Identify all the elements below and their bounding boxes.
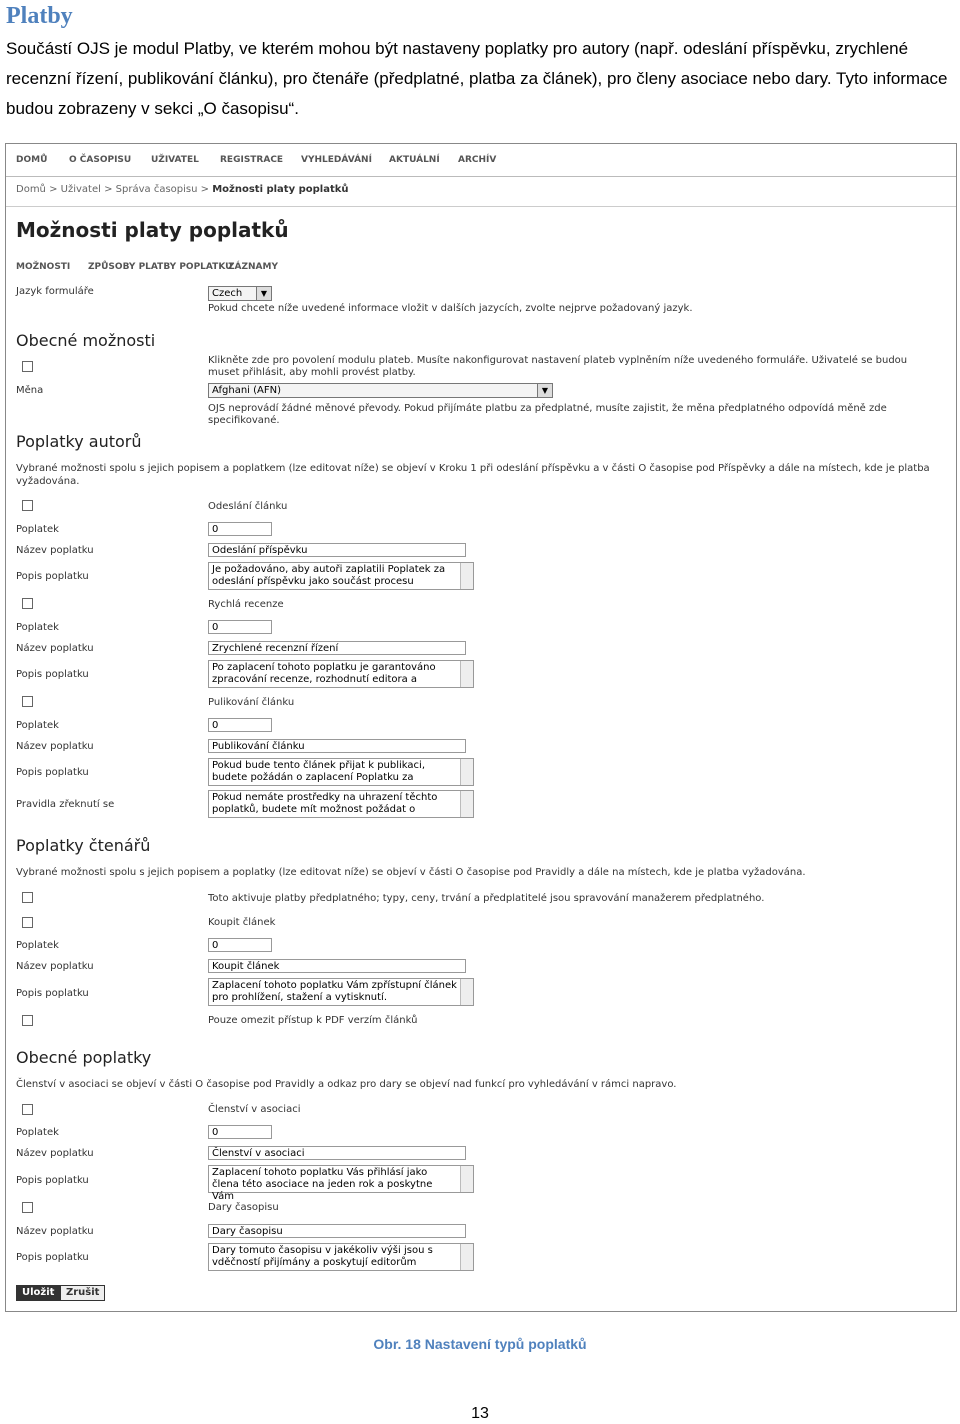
purchase-article-name[interactable]: Koupit článek [208, 959, 466, 973]
top-navigation [6, 144, 956, 177]
donations-description[interactable] [208, 1243, 474, 1271]
fast-track-name[interactable]: Zrychlené recenzní řízení [208, 641, 466, 655]
currency-select[interactable] [208, 383, 553, 398]
pdf-only-label: Pouze omezit přístup k PDF verzím článků [208, 1015, 418, 1026]
subscription-checkbox[interactable] [22, 892, 33, 903]
fee-name-label: Název poplatku [16, 1148, 94, 1159]
breadcrumb [16, 184, 349, 195]
scrollbar[interactable] [460, 563, 473, 589]
divider [6, 206, 956, 207]
form-language-select[interactable] [208, 286, 272, 301]
nav-current[interactable]: AKTUÁLNÍ [389, 155, 440, 165]
nav-about[interactable]: O ČASOPISU [69, 155, 132, 165]
section-author-fees-title: Poplatky autorů [16, 432, 142, 451]
page-number: 13 [471, 1405, 489, 1422]
donations-checkbox[interactable] [22, 1202, 33, 1213]
membership-checkbox[interactable] [22, 1104, 33, 1115]
crumb-sep: > [45, 184, 61, 195]
tab-options[interactable]: MOŽNOSTI [16, 262, 71, 272]
form-language-value: Czech [212, 288, 243, 299]
submission-fee-description[interactable] [208, 562, 474, 590]
tab-records[interactable]: ZÁZNAMY [228, 262, 278, 272]
currency-label: Měna [16, 385, 44, 396]
fast-track-checkbox[interactable] [22, 598, 33, 609]
fee-name-label: Název poplatku [16, 741, 94, 752]
chevron-down-icon: ▼ [537, 384, 552, 397]
submission-fee-checkbox[interactable] [22, 500, 33, 511]
fee-label: Poplatek [16, 940, 59, 951]
fee-name-label: Název poplatku [16, 643, 94, 654]
nav-search[interactable]: VYHLEDÁVÁNÍ [301, 155, 372, 165]
membership-amount[interactable]: 0 [208, 1125, 272, 1139]
textarea-text: Je požadováno, aby autoři zaplatili Poplatek za odeslání příspěvku jako součást procesu [212, 564, 446, 587]
publication-fee-description[interactable] [208, 758, 474, 786]
reader-fees-description: Vybrané možnosti spolu s jejich popisem a poplatky (lze editovat níže) se objeví v části O časopise pod Pravidly a dále na místech, kde je platba vyžadována. [16, 867, 806, 878]
currency-value: Afghani (AFN) [212, 385, 281, 396]
fee-desc-label: Popis poplatku [16, 571, 89, 582]
scrollbar[interactable] [460, 759, 473, 785]
section-common-fees-title: Obecné poplatky [16, 1048, 152, 1067]
common-fees-description: Členství v asociaci se objeví v části O časopise pod Pravidly a odkaz pro dary se objeví nad funkcí pro vyhledávání v rámci napravo. [16, 1079, 677, 1090]
submission-fee-name[interactable]: Odeslání příspěvku [208, 543, 466, 557]
purchase-article-heading: Koupit článek [208, 917, 276, 928]
publication-fee-heading: Pulikování článku [208, 697, 295, 708]
enable-payments-help: Klikněte zde pro povolení modulu plateb. Musíte nakonfigurovat nastavení plateb vyplněním níže uvedeného formuláře. Uživatelé se budou muset přihlásit, aby mohli provést platby. [208, 355, 908, 378]
crumb-home[interactable]: Domů [16, 184, 46, 195]
publication-fee-amount[interactable]: 0 [208, 718, 272, 732]
membership-description[interactable] [208, 1165, 474, 1202]
enable-payments-checkbox[interactable] [22, 361, 33, 372]
document-title: Platby [6, 3, 73, 29]
fee-name-label: Název poplatku [16, 1226, 94, 1237]
fee-label: Poplatek [16, 622, 59, 633]
tab-payment-methods[interactable]: ZPŮSOBY PLATBY POPLATKU [88, 262, 233, 272]
submission-fee-heading: Odeslání článku [208, 501, 288, 512]
author-fees-description: Vybrané možnosti spolu s jejich popisem a poplatkem (lze editovat níže) se objeví v Kroku 1 při odeslání příspěvku a v části O časopise pod Příspěvky a dále na místech, kde je platba vyžadována. [16, 463, 930, 487]
figure-caption: Obr. 18 Nastavení typů poplatků [373, 1336, 587, 1352]
crumb-journal-mgmt[interactable]: Správa časopisu [115, 184, 198, 195]
fee-desc-label: Popis poplatku [16, 1252, 89, 1263]
crumb-sep: > [197, 184, 213, 195]
scrollbar[interactable] [460, 791, 473, 817]
chevron-down-icon: ▼ [256, 287, 271, 300]
purchase-article-amount[interactable]: 0 [208, 938, 272, 952]
pdf-only-checkbox[interactable] [22, 1015, 33, 1026]
fee-label: Poplatek [16, 1127, 59, 1138]
save-button[interactable]: Uložit [16, 1285, 60, 1301]
form-language-help: Pokud chcete níže uvedené informace vložit v dalších jazycích, zvolte nejprve požadovaný jazyk. [208, 303, 693, 314]
textarea-text: Pokud nemáte prostředky na uhrazení těchto poplatků, budete mít možnost požádat o [212, 792, 438, 815]
textarea-text: Zaplacení tohoto poplatku Vás přihlásí jako člena této asociace na jeden rok a poskytne Vám [212, 1167, 433, 1202]
ojs-screenshot [5, 143, 957, 1312]
scrollbar[interactable] [460, 1244, 473, 1270]
section-reader-fees-title: Poplatky čtenářů [16, 836, 151, 855]
donations-name[interactable]: Dary časopisu [208, 1224, 466, 1238]
waiver-label: Pravidla zřeknutí se [16, 799, 115, 810]
fee-label: Poplatek [16, 524, 59, 535]
crumb-current: Možnosti platy poplatků [212, 184, 349, 195]
membership-name[interactable]: Členství v asociaci [208, 1146, 466, 1160]
crumb-sep: > [100, 184, 116, 195]
fee-desc-label: Popis poplatku [16, 988, 89, 999]
waiver-policy[interactable] [208, 790, 474, 818]
nav-archive[interactable]: ARCHÍV [458, 155, 497, 165]
scrollbar[interactable] [460, 661, 473, 687]
nav-register[interactable]: REGISTRACE [220, 155, 284, 165]
fast-track-amount[interactable]: 0 [208, 620, 272, 634]
fee-desc-label: Popis poplatku [16, 669, 89, 680]
nav-user[interactable]: UŽIVATEL [151, 155, 199, 165]
page-title: Možnosti platy poplatků [16, 218, 289, 242]
fee-name-label: Název poplatku [16, 961, 94, 972]
submission-fee-amount[interactable]: 0 [208, 522, 272, 536]
fee-name-label: Název poplatku [16, 545, 94, 556]
publication-fee-name[interactable]: Publikování článku [208, 739, 466, 753]
fee-desc-label: Popis poplatku [16, 767, 89, 778]
section-general-title: Obecné možnosti [16, 331, 156, 350]
textarea-text: Po zaplacení tohoto poplatku je garantováno zpracování recenze, rozhodnutí editora a [212, 662, 436, 685]
subscription-help: Toto aktivuje platby předplatného; typy, ceny, trvání a předplatitelé jsou spravování manažerem předplatného. [208, 893, 765, 904]
crumb-user[interactable]: Uživatel [60, 184, 101, 195]
nav-home[interactable]: DOMŮ [16, 155, 48, 165]
textarea-text: Dary tomuto časopisu v jakékoliv výši jsou s vděčností přijímány a poskytují editorům [212, 1245, 433, 1268]
scrollbar[interactable] [460, 1166, 473, 1192]
purchase-article-checkbox[interactable] [22, 917, 33, 928]
currency-help: OJS neprovádí žádné měnové převody. Pokud přijímáte platbu za předplatné, musíte zajistit, že měna předplatného odpovídá měně zde specifikované. [208, 403, 887, 426]
fast-track-description[interactable] [208, 660, 474, 688]
fee-desc-label: Popis poplatku [16, 1175, 89, 1186]
intro-paragraph: Součástí OJS je modul Platby, ve kterém mohou být nastaveny poplatky pro autory (např. odeslání příspěvku, zrychlené recenzní řízení, publikování článku), pro čtenáře (předplatné, platba za článek), pro členy asociace nebo dary. Tyto informace budou zobrazeny v sekci „O časopisu“. [6, 39, 948, 118]
donations-heading: Dary časopisu [208, 1202, 279, 1213]
cancel-button[interactable]: Zrušit [60, 1285, 105, 1301]
fast-track-heading: Rychlá recenze [208, 599, 284, 610]
textarea-text: Pokud bude tento článek přijat k publikaci, budete požádán o zaplacení Poplatku za [212, 760, 425, 783]
scrollbar[interactable] [460, 979, 473, 1005]
publication-fee-checkbox[interactable] [22, 696, 33, 707]
membership-heading: Členství v asociaci [208, 1104, 301, 1115]
form-language-label: Jazyk formuláře [16, 286, 94, 297]
purchase-article-description[interactable] [208, 978, 474, 1006]
fee-label: Poplatek [16, 720, 59, 731]
textarea-text: Zaplacení tohoto poplatku Vám zpřístupní článek pro prohlížení, stažení a vytisknutí. [212, 980, 457, 1003]
